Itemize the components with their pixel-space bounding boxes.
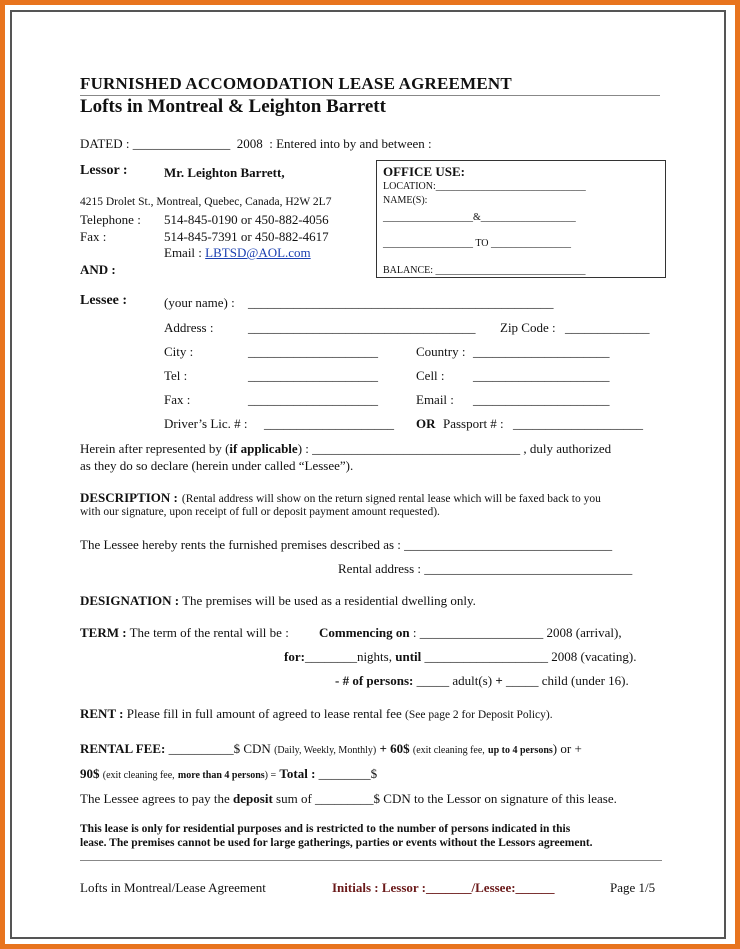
telephone-value: 514-845-0190 or 450-882-4056 [164,212,329,227]
footer-left: Lofts in Montreal/Lease Agreement [80,880,266,895]
represented-if-applicable: if applicable [229,441,298,456]
rent-text: Please fill in full amount of agreed to lease rental fee [126,706,402,721]
email-link[interactable]: LBTSD@AOL.com [205,245,311,260]
description-text-1: (Rental address will show on the return signed rental lease which will be faxed back to you [181,493,601,505]
commencing-label: Commencing on [319,625,410,640]
tel-label: Tel : [164,368,188,383]
office-dates-line: __________________ TO ________________ [383,238,571,249]
commencing-field[interactable]: : ___________________ 2008 (arrival), [412,625,622,640]
more-than-4-persons: more than 4 persons [177,770,265,781]
deposit-text-a: The Lessee agrees to pay the [80,791,230,806]
fax-value: 514-845-7391 or 450-882-4617 [164,229,329,244]
your-name-field[interactable]: _______________________________________________ [248,295,554,310]
email-label: Email : [164,245,202,260]
lessee-email-label: Email : [416,392,454,407]
dated-label: DATED : [80,136,130,151]
until-field[interactable]: ___________________ 2008 (vacating). [424,649,637,664]
rents-premises-line: The Lessee hereby rents the furnished premises described as : ________________________________ [80,537,613,552]
lessor-label: Lessor : [80,163,128,178]
total-label: Total : [279,766,316,781]
footer-divider [80,860,662,861]
up-to-4-persons: up to 4 persons [488,745,553,756]
term-label: TERM : [80,625,127,640]
rental-fee-label: RENTAL FEE: [80,741,166,756]
document-page [10,10,726,939]
cleaning-fee-90: 90$ [80,766,100,781]
fax-label: Fax : [80,229,107,244]
country-field[interactable]: _____________________ [473,344,610,359]
office-location: LOCATION:______________________________ [383,181,586,192]
designation-label: DESIGNATION : [80,593,180,608]
deposit-text-c: sum of _________$ CDN to the Lessor on signature of this lease. [276,791,617,806]
represented-text-a: Herein after represented by ( [80,441,230,456]
description-label: DESCRIPTION : [80,490,178,505]
telephone-label: Telephone : [80,212,141,227]
tel-field[interactable]: ____________________ [248,368,378,383]
until-label: until [395,649,422,664]
address-label: Address : [164,320,214,335]
email-row [164,245,311,261]
represented-line-2: as they do so declare (herein under called “Lessee”). [80,458,354,473]
rental-fee-frequency: (Daily, Weekly, Monthly) [274,745,377,756]
term-text: The term of the rental will be : [129,625,289,640]
persons-row [335,673,629,689]
dated-row [80,136,432,152]
adults-field[interactable]: _____ adult(s) [416,673,493,688]
office-names-line: __________________&___________________ [383,212,576,223]
cleaning-note-1: (exit cleaning fee, [412,745,485,756]
rental-address-line: Rental address : ________________________________ [338,561,633,576]
equals-label: ) = [264,770,277,781]
lessee-label: Lessee : [80,293,128,308]
drivers-license-label: Driver’s Lic. # : [164,416,248,431]
dated-year: 2008 [236,136,263,151]
description-line-1 [80,489,601,507]
city-field[interactable]: ____________________ [248,344,378,359]
total-row [80,766,377,782]
designation-row [80,593,476,609]
deposit-bold: deposit [233,791,273,806]
cell-label: Cell : [416,368,445,383]
description-line-2: with our signature, upon receipt of full or deposit payment amount requested). [80,506,440,518]
nights-field[interactable]: ________ [304,649,357,664]
deposit-row [80,791,617,807]
your-name-label: (your name) : [164,295,235,310]
restriction-line-2: lease. The premises cannot be used for large gatherings, parties or events without the Lessors agreement. [80,837,593,849]
country-label: Country : [416,344,466,359]
represented-text-c: ) : ________________________________ , duly authorized [297,441,612,456]
or-plus-label: ) or + [552,741,582,756]
or-label: OR [416,416,436,431]
lessee-fax-label: Fax : [164,392,191,407]
passport-label: Passport # : [443,416,504,431]
total-field[interactable]: ________$ [318,766,378,781]
term-row [80,625,289,641]
drivers-license-field[interactable]: ____________________ [264,416,394,431]
rent-row [80,706,553,722]
office-use-box [376,160,666,278]
designation-text: The premises will be used as a residential dwelling only. [182,593,476,608]
office-balance: BALANCE: ______________________________ [383,265,586,276]
zip-label: Zip Code : [500,320,556,335]
nights-row [284,649,636,665]
lessor-address: 4215 Drolet St., Montreal, Quebec, Canada, H2W 2L7 [80,196,332,208]
city-label: City : [164,344,194,359]
rent-label: RENT : [80,706,124,721]
nights-label: nights, [356,649,392,664]
title-divider [80,95,660,96]
address-field[interactable]: ___________________________________ [248,320,476,335]
office-use-title: OFFICE USE: [383,164,465,179]
cleaning-note-2: (exit cleaning fee, [102,770,175,781]
cell-field[interactable]: _____________________ [473,368,610,383]
office-names-label: NAME(S): [383,195,428,206]
lessee-fax-field[interactable]: ____________________ [248,392,378,407]
page-number: Page 1/5 [610,880,656,895]
zip-field[interactable]: _____________ [565,320,650,335]
lessee-email-field[interactable]: _____________________ [473,392,610,407]
and-label: AND : [80,262,116,277]
cleaning-fee-60: + 60$ [379,741,410,756]
document-subtitle: Lofts in Montreal & Leighton Barrett [80,96,386,117]
document-title: FURNISHED ACCOMODATION LEASE AGREEMENT [80,74,512,93]
restriction-line-1: This lease is only for residential purposes and is restricted to the number of persons indicated in this [80,823,571,835]
dated-blank: _______________ [132,136,231,151]
footer-initials[interactable]: Initials : Lessor :_______/Lessee:______ [332,880,555,895]
child-field[interactable]: _____ child (under 16). [506,673,629,688]
commencing-row [319,625,622,641]
persons-label: - # of persons: [335,673,414,688]
plus-label: + [495,673,503,688]
rent-note: (See page 2 for Deposit Policy). [405,709,553,721]
passport-field[interactable]: ____________________ [513,416,643,431]
dated-tail: : Entered into by and between : [269,136,432,151]
lessor-name: Mr. Leighton Barrett, [164,165,285,180]
for-label: for: [284,649,305,664]
rental-fee-field[interactable]: __________$ CDN [168,741,271,756]
rental-fee-row [80,741,582,757]
represented-line-1 [80,441,611,457]
